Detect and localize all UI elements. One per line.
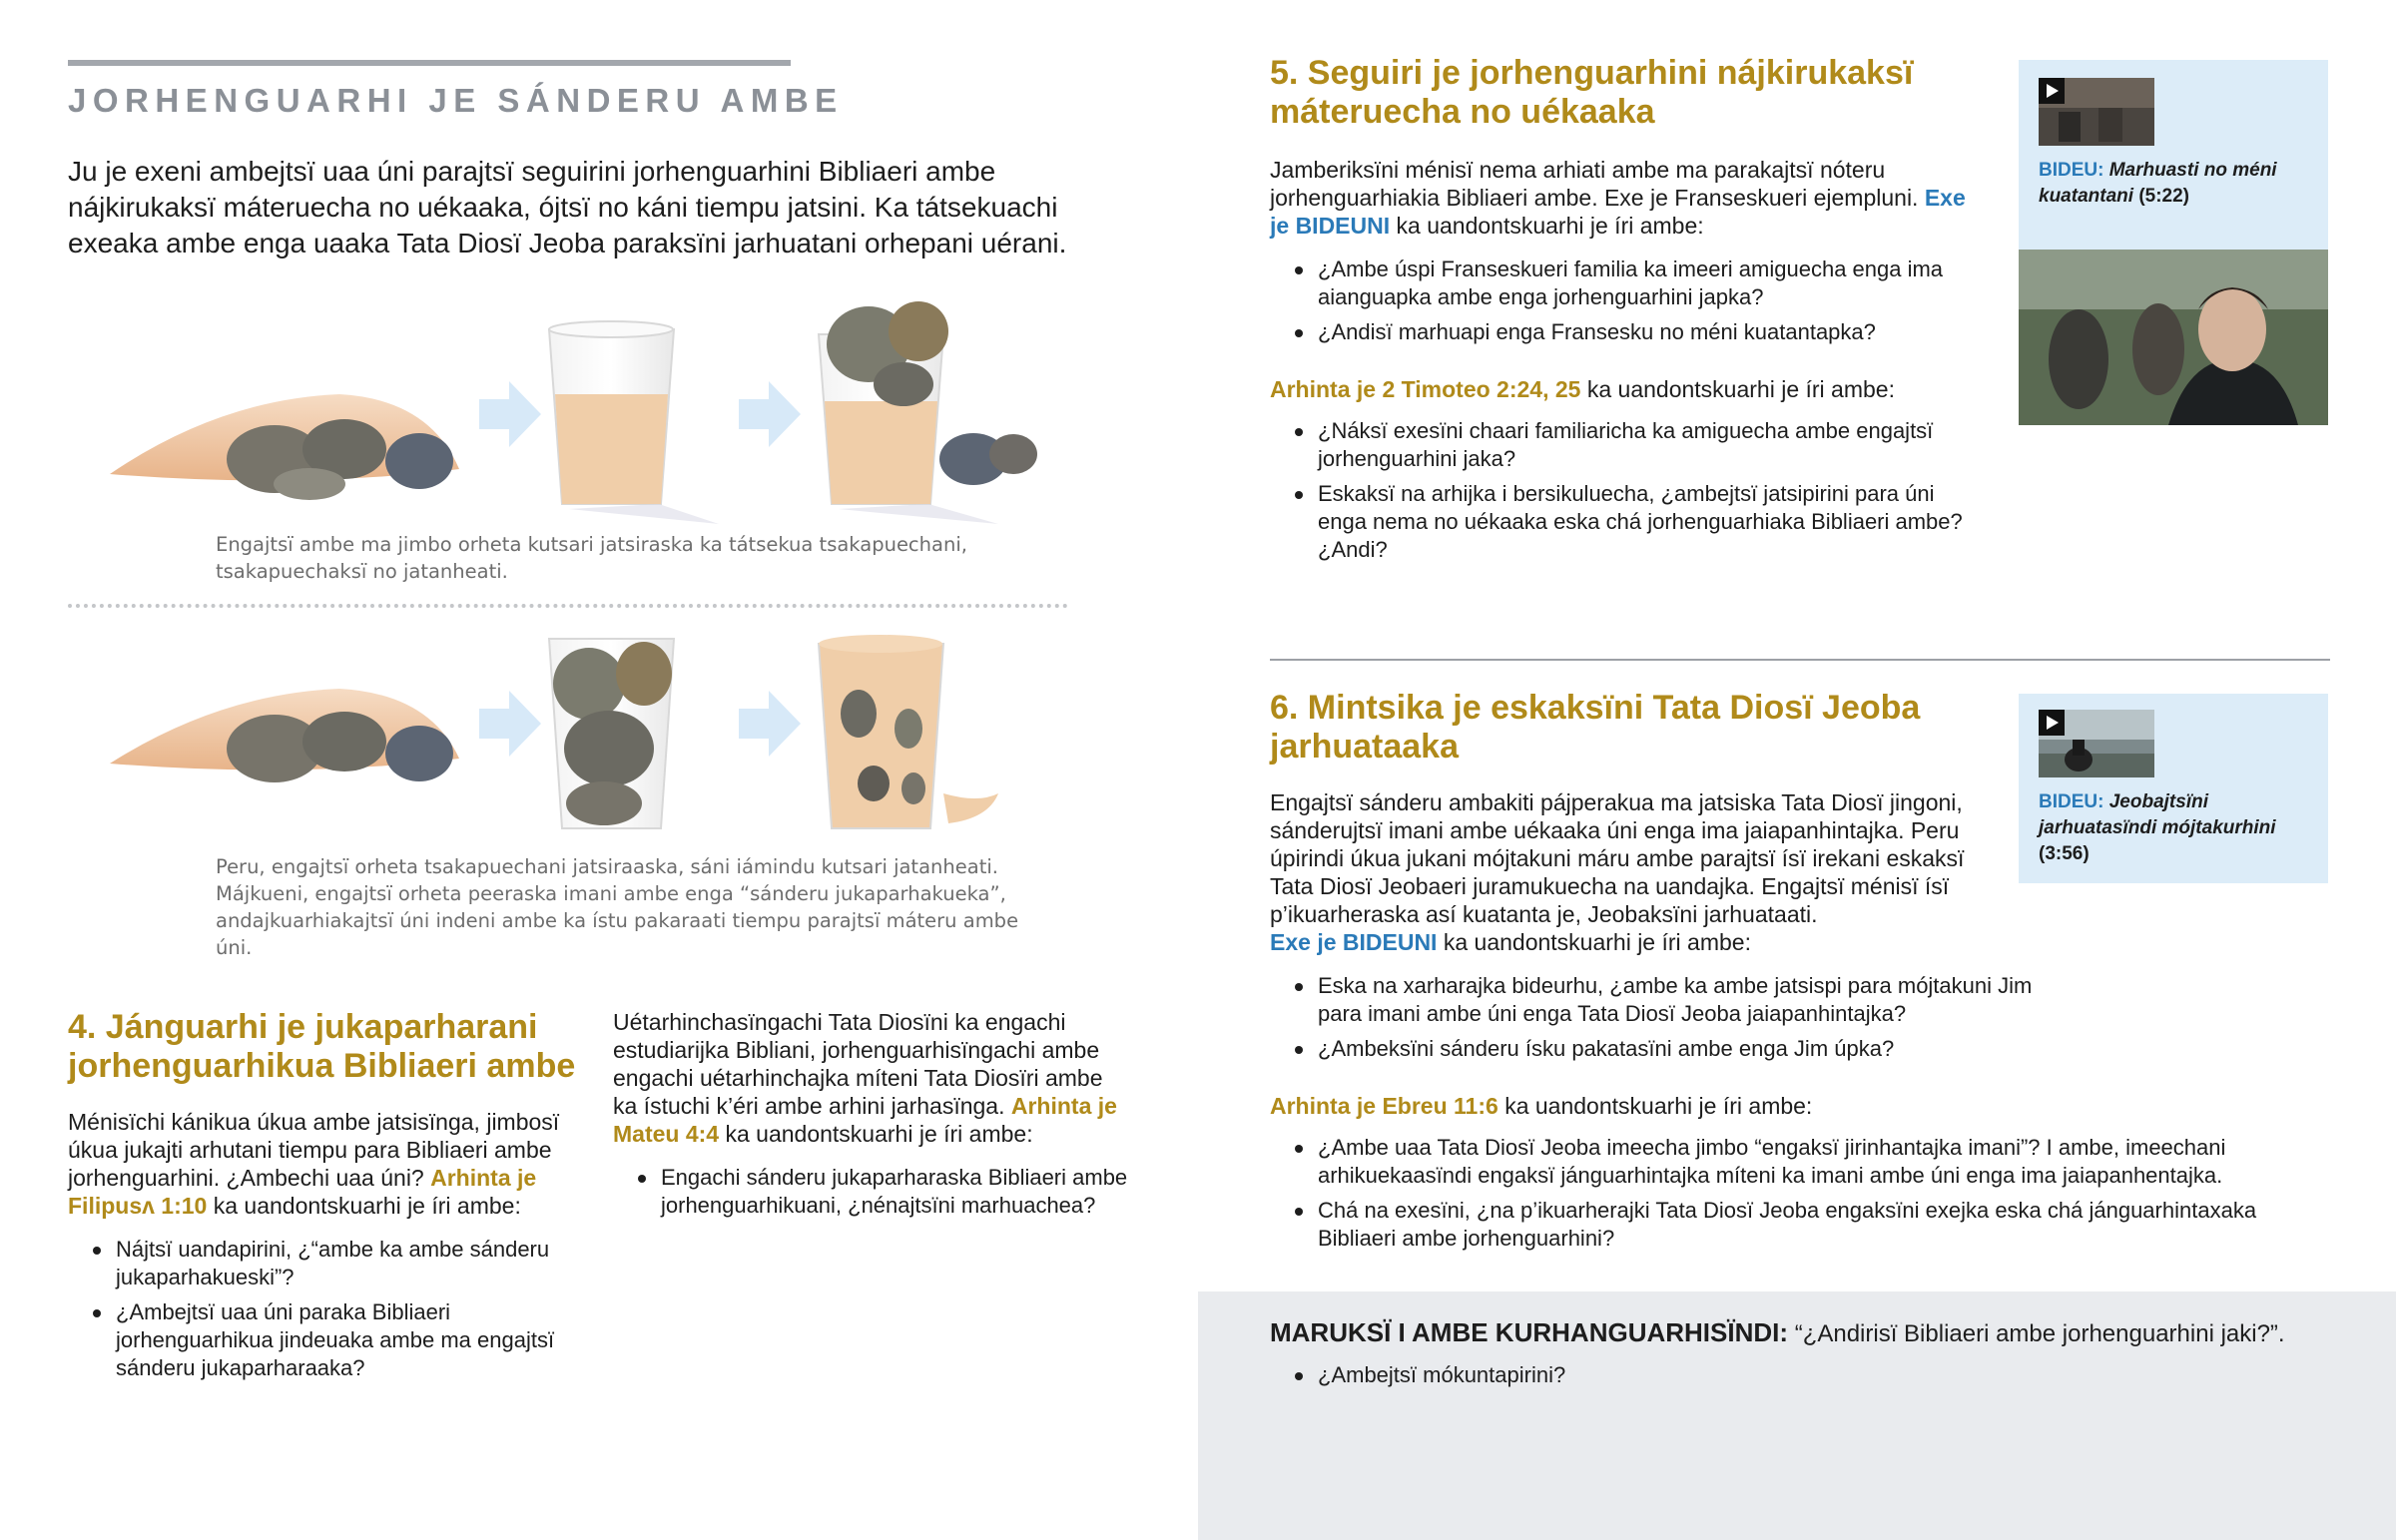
rock — [901, 772, 925, 804]
section-5-video-label[interactable] — [2039, 158, 2308, 210]
question-item: ¿Ambejtsï uaa úni paraka Bibliaeri jorhenguarhikua jindeuaka ambe ma engajtsï sánderu jukaparharaaka? — [68, 1298, 587, 1382]
section-6-questions-2 — [1270, 1134, 2268, 1260]
intro-text: Ju je exeni ambejtsï uaa úni parajtsï seguirini jorhenguarhini Bibliaeri ambe nájkirukaksï máteruecha no uékaaka, ójtsï no káni tiempu jatsini. Ka tátsekuachi exeaka ambe enga uaaka Tata Diosï Jeoba paraksïni jarhuatani orhepani uérani. — [68, 156, 1067, 258]
section-6-prompt: ka uandontskuarhi je íri ambe: — [1437, 929, 1751, 955]
section-5-text — [1270, 156, 1969, 240]
section-5-questions-2 — [1270, 417, 1969, 571]
section-5-video-link[interactable]: Exe je BIDEUNI — [1270, 185, 1966, 239]
section-6-para: Engajtsï sánderu ambakiti pájperakua ma jatsiska Tata Diosï jingoni, sánderujtsï imani ambe uékaaka úni enga ima jaiapanhintajka. Peru úpirindi úkua jukani mójtakuni máru ambe parajtsï ísï irekani eskaksï Tata Diosï Jeobaeri juramukuecha na uandajka. Engajtsï ménisï ísï p’ikuarheraska así kuatanta je, Jeobaksïni jarhuataati. — [1270, 789, 1965, 927]
section-5-video-box[interactable] — [2019, 60, 2328, 425]
section-6-title: 6. Mintsika je eskaksïni Tata Diosï Jeoba jarhuataaka — [1270, 689, 1921, 766]
rock — [302, 712, 386, 771]
section-6-prompt-2: ka uandontskuarhi je íri ambe: — [1498, 1093, 1813, 1119]
question-item: Nájtsï uandapirini, ¿“ambe ka ambe sánderu jukaparhakueski”? — [68, 1236, 587, 1291]
section-4-questions-2 — [613, 1164, 1132, 1227]
illustration-caption-1: Engajtsï ambe ma jimbo orheta kutsari jatsiraska ka tátsekua tsakapuechani, tsakapuechaksï no jatanheati. — [216, 533, 967, 583]
arrow-right-icon — [479, 381, 541, 447]
section-4-scripture-link[interactable]: Arhinta je Filipusʌ 1:10 — [68, 1165, 537, 1219]
section-4-scripture-link-2[interactable]: Arhinta je Mateu 4:4 — [613, 1093, 1117, 1147]
section-4-prompt-2: ka uandontskuarhi je íri ambe: — [719, 1121, 1033, 1147]
section-divider — [1270, 659, 2330, 661]
sand-in-glass — [555, 394, 668, 504]
question-item: Chá na exesïni, ¿na p’ikuarherajki Tata Diosï Jeoba engaksïni exejka eska chá jánguarhintaxaka Bibliaeri ambe jorhenguarhini? — [1270, 1197, 2268, 1253]
review-question-line — [1270, 1317, 2368, 1349]
section-4-prompt: ka uandontskuarhi je íri ambe: — [207, 1193, 521, 1219]
question-item: ¿Andisï marhuapi enga Fransesku no méni kuatantapka? — [1270, 318, 1969, 346]
question-item: ¿Ambe uaa Tata Diosï Jeoba imeecha jimbo “engaksï jirinhantajka imani”? I ambe, imeechani arhikuekaasïndi engaksï jánguarhintajka míteni ka imani ambe úni enga ima jaiapanhentajka. — [1270, 1134, 2268, 1190]
section-6-video-box[interactable] — [2019, 694, 2328, 883]
rock — [553, 648, 625, 720]
rock — [274, 468, 345, 500]
rock — [841, 690, 877, 738]
review-heading: MARUKSÏ I AMBE KURHANGUARHISÏNDI: — [1270, 1317, 1789, 1347]
illustration-sand-first — [100, 289, 1078, 529]
rock — [385, 726, 453, 781]
section-6-questions-1 — [1270, 972, 2069, 1070]
arrow-right-icon — [739, 381, 801, 447]
intro-title: JORHENGUARHI JE SÁNDERU AMBE — [68, 82, 844, 119]
section-6-video-label[interactable] — [2039, 789, 2308, 867]
question-item: ¿Ambejtsï mókuntapirini? — [1270, 1361, 2268, 1389]
illustration-caption-2: Peru, engajtsï orheta tsakapuechani jatsiraaska, sáni iámindu kutsari jatanheati. Májkueni, engajtsï orheta peeraska imani ambe enga “sánderu jukaparhakueka”, andajkuarhiakajtsï úni indeni ambe ka ístu pakaraati tiempu parajtsï máteru ambe úni. — [216, 855, 1019, 959]
section-4-para: Ménisïchi kánikua úkua ambe jatsisïnga, jimbosï úkua jukajti arhutani tiempu para Bibliaeri ambe jorhenguarhini. ¿Ambechi uaa úni? — [68, 1109, 560, 1191]
review-questions — [1270, 1361, 2268, 1396]
illustration-rocks-first — [100, 634, 1078, 853]
section-4-text-col1 — [68, 1108, 587, 1220]
section-6-text — [1270, 788, 1969, 956]
video-still-image — [2019, 250, 2328, 425]
video-duration: (3:56) — [2039, 843, 2090, 864]
rock — [385, 433, 453, 489]
question-item: ¿Náksï exesïni chaari familiaricha ka amiguecha ambe engajtsï jorhenguarhini jaka? — [1270, 417, 1969, 473]
question-item: ¿Ambeksïni sánderu ísku pakatasïni ambe enga Jim úpka? — [1270, 1035, 2069, 1063]
video-thumbnail-small[interactable] — [2039, 710, 2154, 777]
rock — [564, 711, 654, 786]
question-item: Eskaksï na arhijka i bersikuluecha, ¿ambejtsï jatsipirini para úni enga nema no uékaaka eska chá jorhenguarhiaka Bibliaeri ambe? ¿Andi? — [1270, 480, 1969, 564]
section-6-scripture-link[interactable]: Arhinta je Ebreu 11:6 — [1270, 1093, 1498, 1119]
video-title: Jeobajtsïni jarhuatasïndi mójtakurhini — [2039, 791, 2276, 838]
glass — [819, 644, 943, 828]
section-4-title: 4. Jánguarhi je jukaparharani jorhenguarhikua Bibliaeri ambe — [68, 1008, 576, 1085]
rock — [874, 362, 933, 406]
rock — [989, 434, 1037, 474]
section-5-prompt: ka uandontskuarhi je íri ambe: — [1390, 213, 1704, 239]
video-thumbnail-small[interactable] — [2039, 78, 2154, 146]
question-item: Eska na xarharajka bideurhu, ¿ambe ka ambe jatsispi para mójtakuni Jim para imani ambe úni enga Tata Diosï Jeoba jaiapanhintajka? — [1270, 972, 2069, 1028]
section-5-prompt-2: ka uandontskuarhi je íri ambe: — [1580, 376, 1895, 402]
section-6-scripture-line — [1270, 1092, 2069, 1120]
section-5-scripture-link[interactable]: Arhinta je 2 Timoteo 2:24, 25 — [1270, 376, 1581, 402]
section-4-text-col2 — [613, 1008, 1132, 1148]
review-question: “¿Andirisï Bibliaeri ambe jorhenguarhini jaki?”. — [1788, 1320, 2285, 1347]
rock — [858, 766, 890, 801]
section-5-title: 5. Seguiri je jorhenguarhini nájkirukaksï máteruecha no uékaaka — [1270, 54, 1914, 131]
section-4-questions-1 — [68, 1236, 587, 1389]
question-item: ¿Ambe úspi Franseskueri familia ka imeeri amiguecha enga ima aianguapka ambe enga jorhenguarhini japka? — [1270, 256, 1969, 311]
intro-top-rule — [68, 60, 791, 66]
section-6-video-link[interactable]: Exe je BIDEUNI — [1270, 929, 1438, 955]
arrow-right-icon — [479, 691, 541, 757]
question-item: Engachi sánderu jukaparharaska Bibliaeri ambe jorhenguarhikuani, ¿nénajtsïni marhuachea? — [613, 1164, 1132, 1220]
arrow-right-icon — [739, 691, 801, 757]
video-label-tag: BIDEU: — [2039, 791, 2104, 812]
rock — [566, 781, 642, 825]
video-duration: (5:22) — [2138, 186, 2189, 207]
section-5-questions-1 — [1270, 256, 1969, 353]
section-5-para: Jamberiksïni ménisï nema arhiati ambe ma parakajtsï nóteru jorhenguarhiakia Bibliaeri ambe. Exe je Franseskueri ejempluni. — [1270, 157, 1919, 211]
video-title: Marhuasti no méni kuatantani — [2039, 160, 2277, 207]
rock — [895, 709, 922, 749]
dotted-divider — [68, 604, 1068, 608]
rock — [889, 301, 948, 361]
section-5-scripture-line — [1270, 375, 1969, 403]
video-label-tag: BIDEU: — [2039, 160, 2104, 181]
rock — [616, 642, 672, 706]
section-4-para-2: Uétarhinchasïngachi Tata Diosïni ka engachi estudiarijka Bibliani, jorhenguarhisïngachi ambe engachi uétarhinchajka míteni Tata Diosïri ambe ka ístuchi k’éri ambe arhini jarhasïnga. — [613, 1009, 1103, 1119]
review-box — [1198, 1291, 2396, 1540]
